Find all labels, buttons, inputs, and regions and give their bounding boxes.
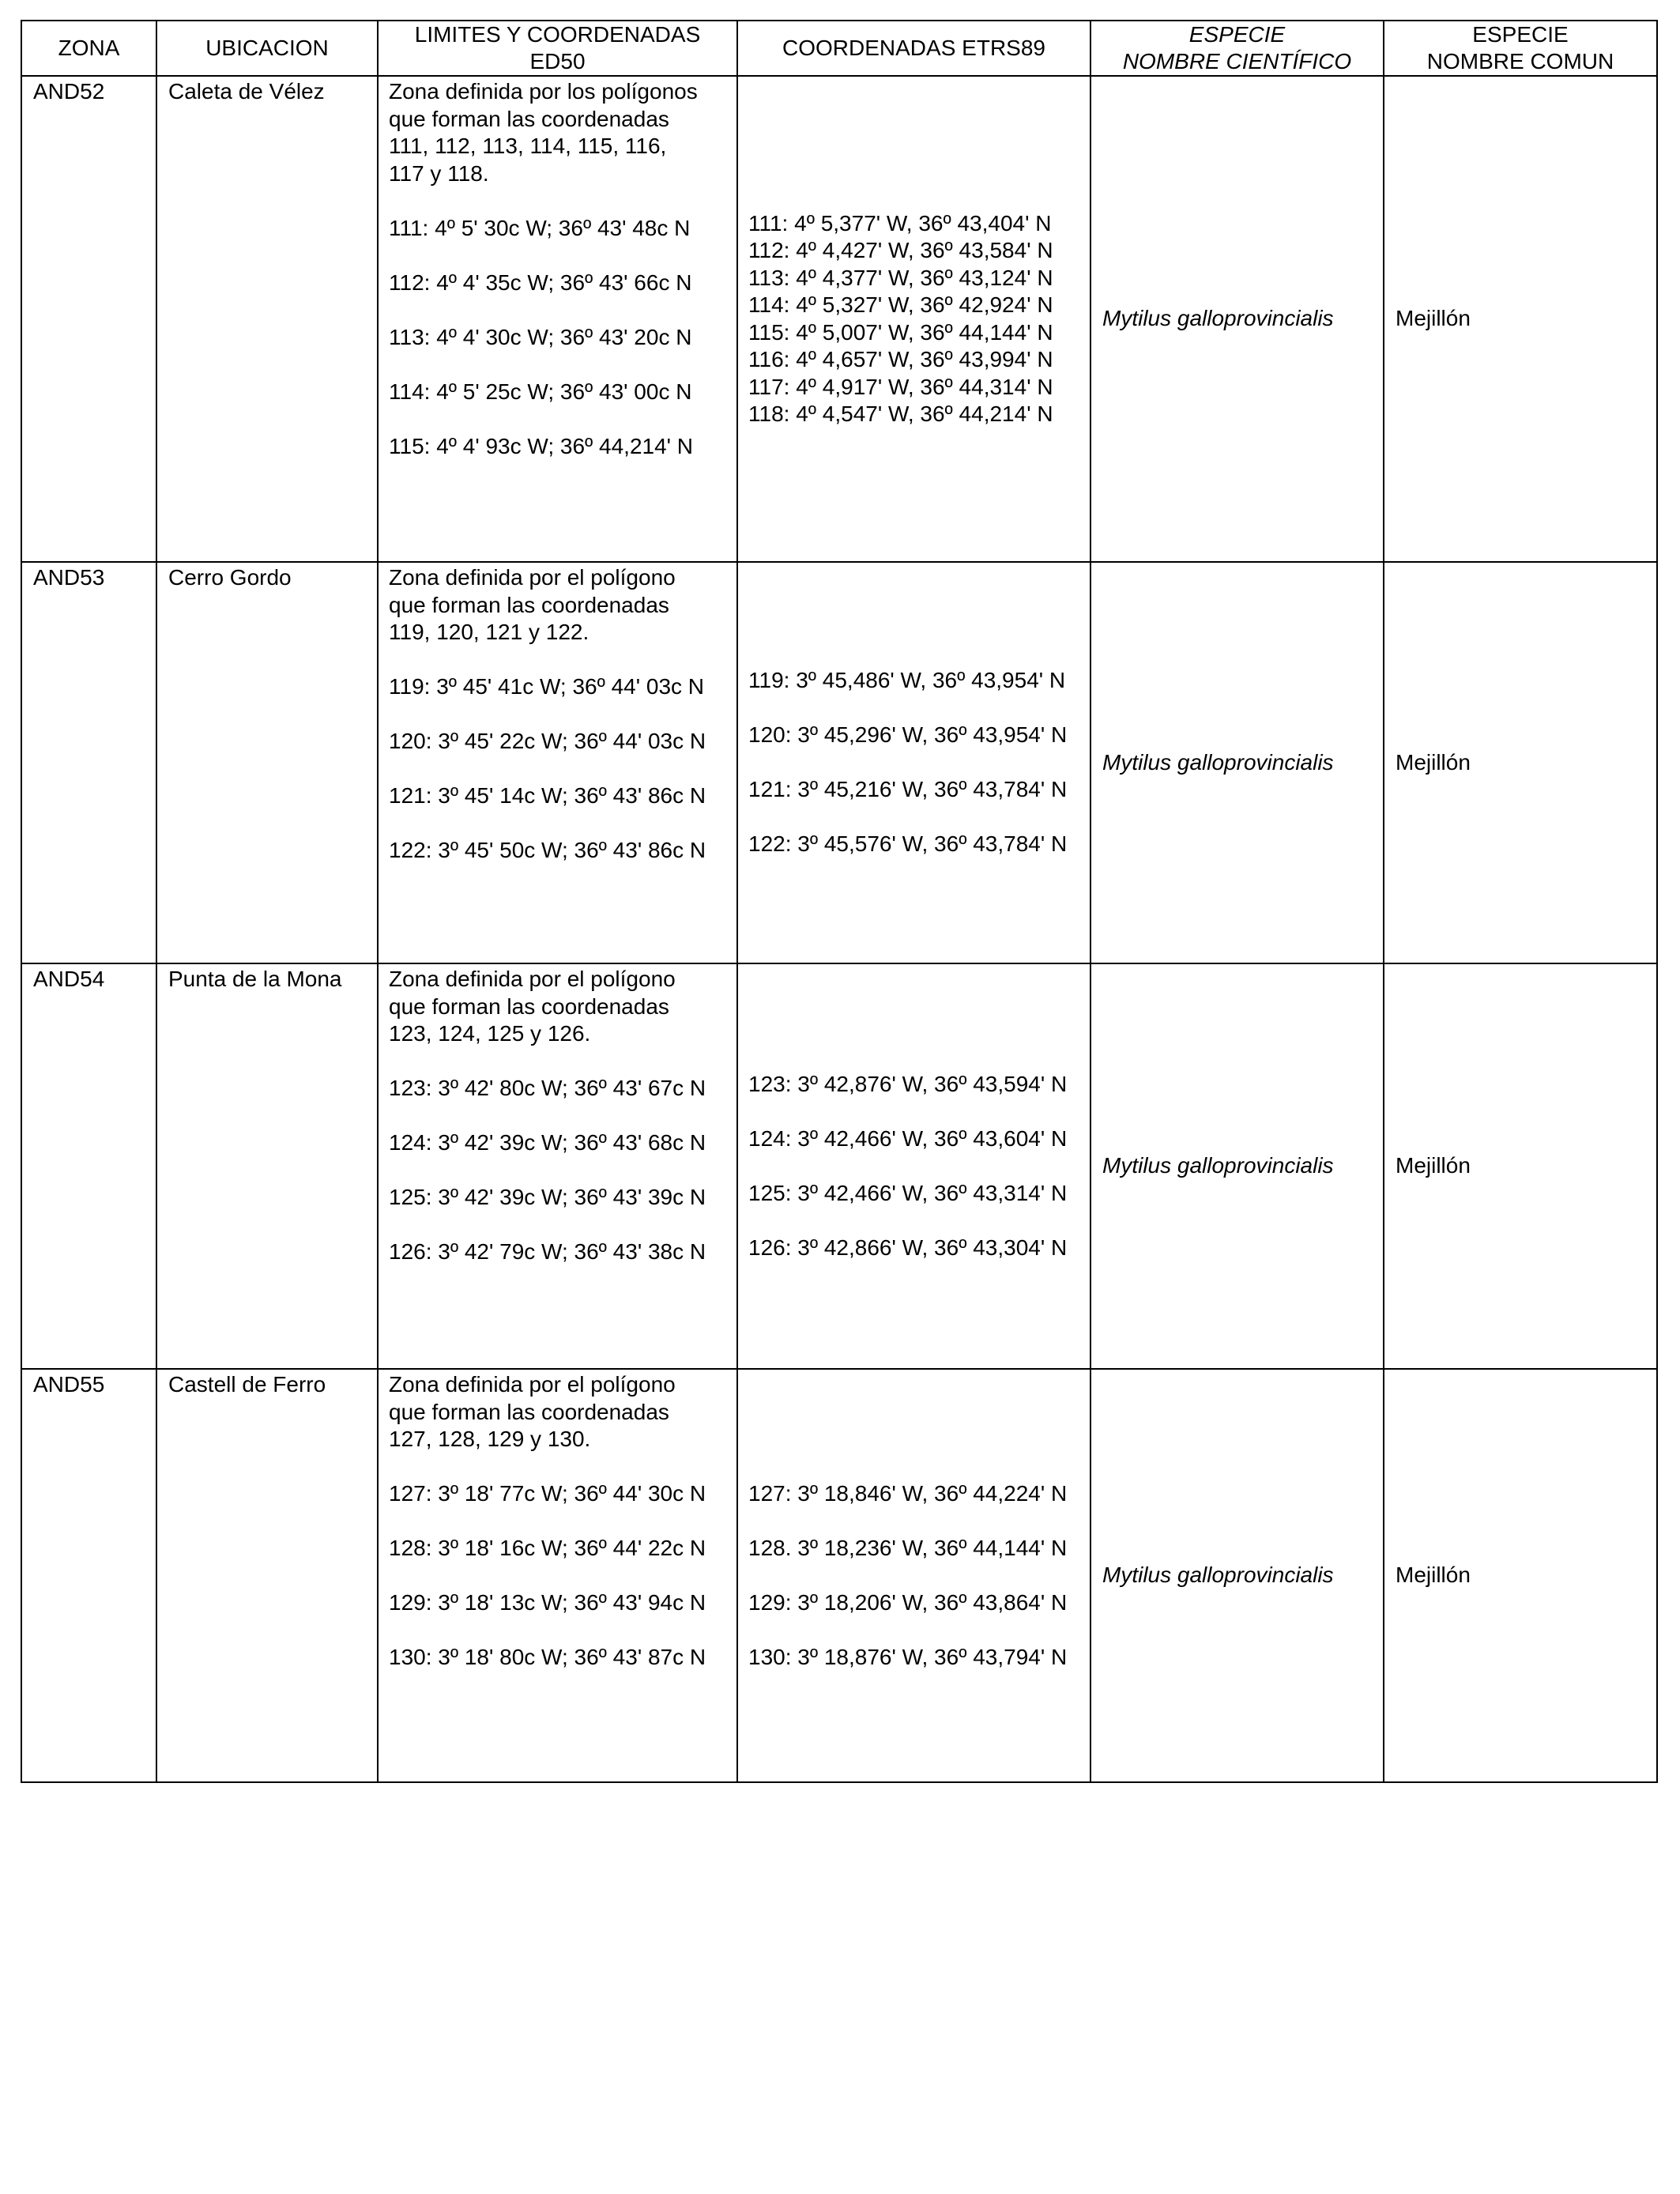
header-cientifico-line: NOMBRE CIENTÍFICO [1122,49,1352,74]
ed50-coordinate: 115: 4º 4' 93c W; 36º 44,214' N [389,433,694,458]
header-limites-line: ED50 [529,49,586,74]
ed50-coordinate: 121: 3º 45' 14c W; 36º 43' 86c N [389,783,706,808]
etrs-coordinate: 128. 3º 18,236' W, 36º 44,144' N [748,1535,1068,1560]
header-comun-line: ESPECIE [1472,22,1569,47]
descripcion-line: 111, 112, 113, 114, 115, 116, [389,134,667,158]
etrs-coordinate: 126: 3º 42,866' W, 36º 43,304' N [748,1235,1068,1260]
header-ubicacion [156,21,378,76]
descripcion-line: Zona definida por el polígono [389,967,676,991]
ed50-coordinate: 122: 3º 45' 50c W; 36º 43' 86c N [389,838,706,862]
nombre-comun-cell: Mejillón [1384,562,1657,963]
header-etrs [737,21,1090,76]
zona-cell: AND53 [21,562,156,963]
header-limites-line: LIMITES Y COORDENADAS [414,22,701,47]
nombre-cientifico-cell: Mytilus galloprovincialis [1090,562,1384,963]
ed50-coordinate: 130: 3º 18' 80c W; 36º 43' 87c N [389,1645,706,1669]
nombre-cientifico-cell: Mytilus galloprovincialis [1090,76,1384,562]
etrs-coordinate: 115: 4º 5,007' W, 36º 44,144' N [748,319,1053,345]
etrs-coordinate: 127: 3º 18,846' W, 36º 44,224' N [748,1480,1068,1506]
zones-table [21,20,1658,1783]
descripcion-line: 119, 120, 121 y 122. [389,620,590,644]
limites-cell [378,1369,737,1782]
etrs-coordinate: 124: 3º 42,466' W, 36º 43,604' N [748,1125,1068,1151]
etrs-coordinate: 113: 4º 4,377' W, 36º 43,124' N [748,265,1053,290]
header-cientifico-line: ESPECIE [1188,22,1286,47]
ed50-coordinate: 129: 3º 18' 13c W; 36º 43' 94c N [389,1590,706,1615]
header-zona-label: ZONA [58,36,120,60]
header-comun [1384,21,1657,76]
ubicacion-cell: Castell de Ferro [156,1369,378,1782]
limites-cell [378,562,737,963]
header-row [21,21,1657,76]
descripcion-line: Zona definida por el polígono [389,565,676,590]
descripcion-line: 117 y 118. [389,160,489,186]
descripcion-line: que forman las coordenadas [389,993,669,1019]
ed50-coordinate: 113: 4º 4' 30c W; 36º 43' 20c N [389,324,692,349]
table-row [21,1369,1657,1782]
header-cientifico [1090,21,1384,76]
zona-cell: AND52 [21,76,156,562]
ed50-coordinate: 124: 3º 42' 39c W; 36º 43' 68c N [389,1130,706,1155]
nombre-comun-cell: Mejillón [1384,963,1657,1369]
header-etrs-label: COORDENADAS ETRS89 [782,36,1045,60]
etrs-coordinate: 121: 3º 45,216' W, 36º 43,784' N [748,777,1068,802]
ed50-coordinate: 128: 3º 18' 16c W; 36º 44' 22c N [389,1536,706,1560]
header-zona [21,21,156,76]
descripcion-line: Zona definida por el polígono [389,1372,676,1397]
ed50-coordinate: 111: 4º 5' 30c W; 36º 43' 48c N [389,215,691,240]
ed50-coordinate: 112: 4º 4' 35c W; 36º 43' 66c N [389,270,692,295]
ed50-coordinate: 126: 3º 42' 79c W; 36º 43' 38c N [389,1239,706,1264]
zona-cell: AND54 [21,963,156,1369]
ubicacion-cell: Punta de la Mona [156,963,378,1369]
etrs-coordinate: 117: 4º 4,917' W, 36º 44,314' N [748,374,1053,399]
etrs-coordinate: 122: 3º 45,576' W, 36º 43,784' N [748,831,1068,857]
etrs-coordinate: 119: 3º 45,486' W, 36º 43,954' N [748,668,1066,693]
descripcion-line: que forman las coordenadas [389,106,669,131]
etrs-coordinate: 130: 3º 18,876' W, 36º 43,794' N [748,1644,1068,1669]
etrs-coordinate: 123: 3º 42,876' W, 36º 43,594' N [748,1071,1068,1096]
table-row [21,963,1657,1369]
etrs-cell [737,963,1090,1369]
etrs-coordinate: 118: 4º 4,547' W, 36º 44,214' N [748,401,1053,426]
nombre-cientifico-cell: Mytilus galloprovincialis [1090,1369,1384,1782]
ubicacion-cell: Caleta de Vélez [156,76,378,562]
table-row [21,76,1657,562]
header-ubicacion-label: UBICACION [205,36,329,60]
descripcion-line: Zona definida por los polígonos [389,79,698,104]
etrs-cell [737,1369,1090,1782]
nombre-comun-cell: Mejillón [1384,1369,1657,1782]
ed50-coordinate: 120: 3º 45' 22c W; 36º 44' 03c N [389,729,706,753]
limites-cell [378,76,737,562]
table-row [21,562,1657,963]
etrs-coordinate: 125: 3º 42,466' W, 36º 43,314' N [748,1180,1068,1205]
etrs-coordinate: 112: 4º 4,427' W, 36º 43,584' N [748,238,1053,262]
zona-cell: AND55 [21,1369,156,1782]
ed50-coordinate: 127: 3º 18' 77c W; 36º 44' 30c N [389,1481,706,1506]
ed50-coordinate: 125: 3º 42' 39c W; 36º 43' 39c N [389,1185,706,1209]
limites-cell [378,963,737,1369]
ed50-coordinate: 114: 4º 5' 25c W; 36º 43' 00c N [389,379,692,404]
ubicacion-cell: Cerro Gordo [156,562,378,963]
nombre-comun-cell: Mejillón [1384,76,1657,562]
etrs-coordinate: 114: 4º 5,327' W, 36º 42,924' N [748,292,1053,317]
header-limites [378,21,737,76]
etrs-coordinate: 116: 4º 4,657' W, 36º 43,994' N [748,347,1053,371]
descripcion-line: que forman las coordenadas [389,1399,669,1424]
etrs-coordinate: 120: 3º 45,296' W, 36º 43,954' N [748,722,1068,748]
ed50-coordinate: 119: 3º 45' 41c W; 36º 44' 03c N [389,674,705,699]
nombre-cientifico-cell: Mytilus galloprovincialis [1090,963,1384,1369]
etrs-cell [737,562,1090,963]
descripcion-line: 127, 128, 129 y 130. [389,1427,591,1451]
descripcion-line: que forman las coordenadas [389,592,669,617]
descripcion-line: 123, 124, 125 y 126. [389,1021,591,1046]
ed50-coordinate: 123: 3º 42' 80c W; 36º 43' 67c N [389,1076,706,1100]
header-comun-line: NOMBRE COMUN [1426,49,1614,74]
etrs-coordinate: 111: 4º 5,377' W, 36º 43,404' N [748,210,1052,236]
etrs-coordinate: 129: 3º 18,206' W, 36º 43,864' N [748,1589,1068,1615]
etrs-cell [737,76,1090,562]
